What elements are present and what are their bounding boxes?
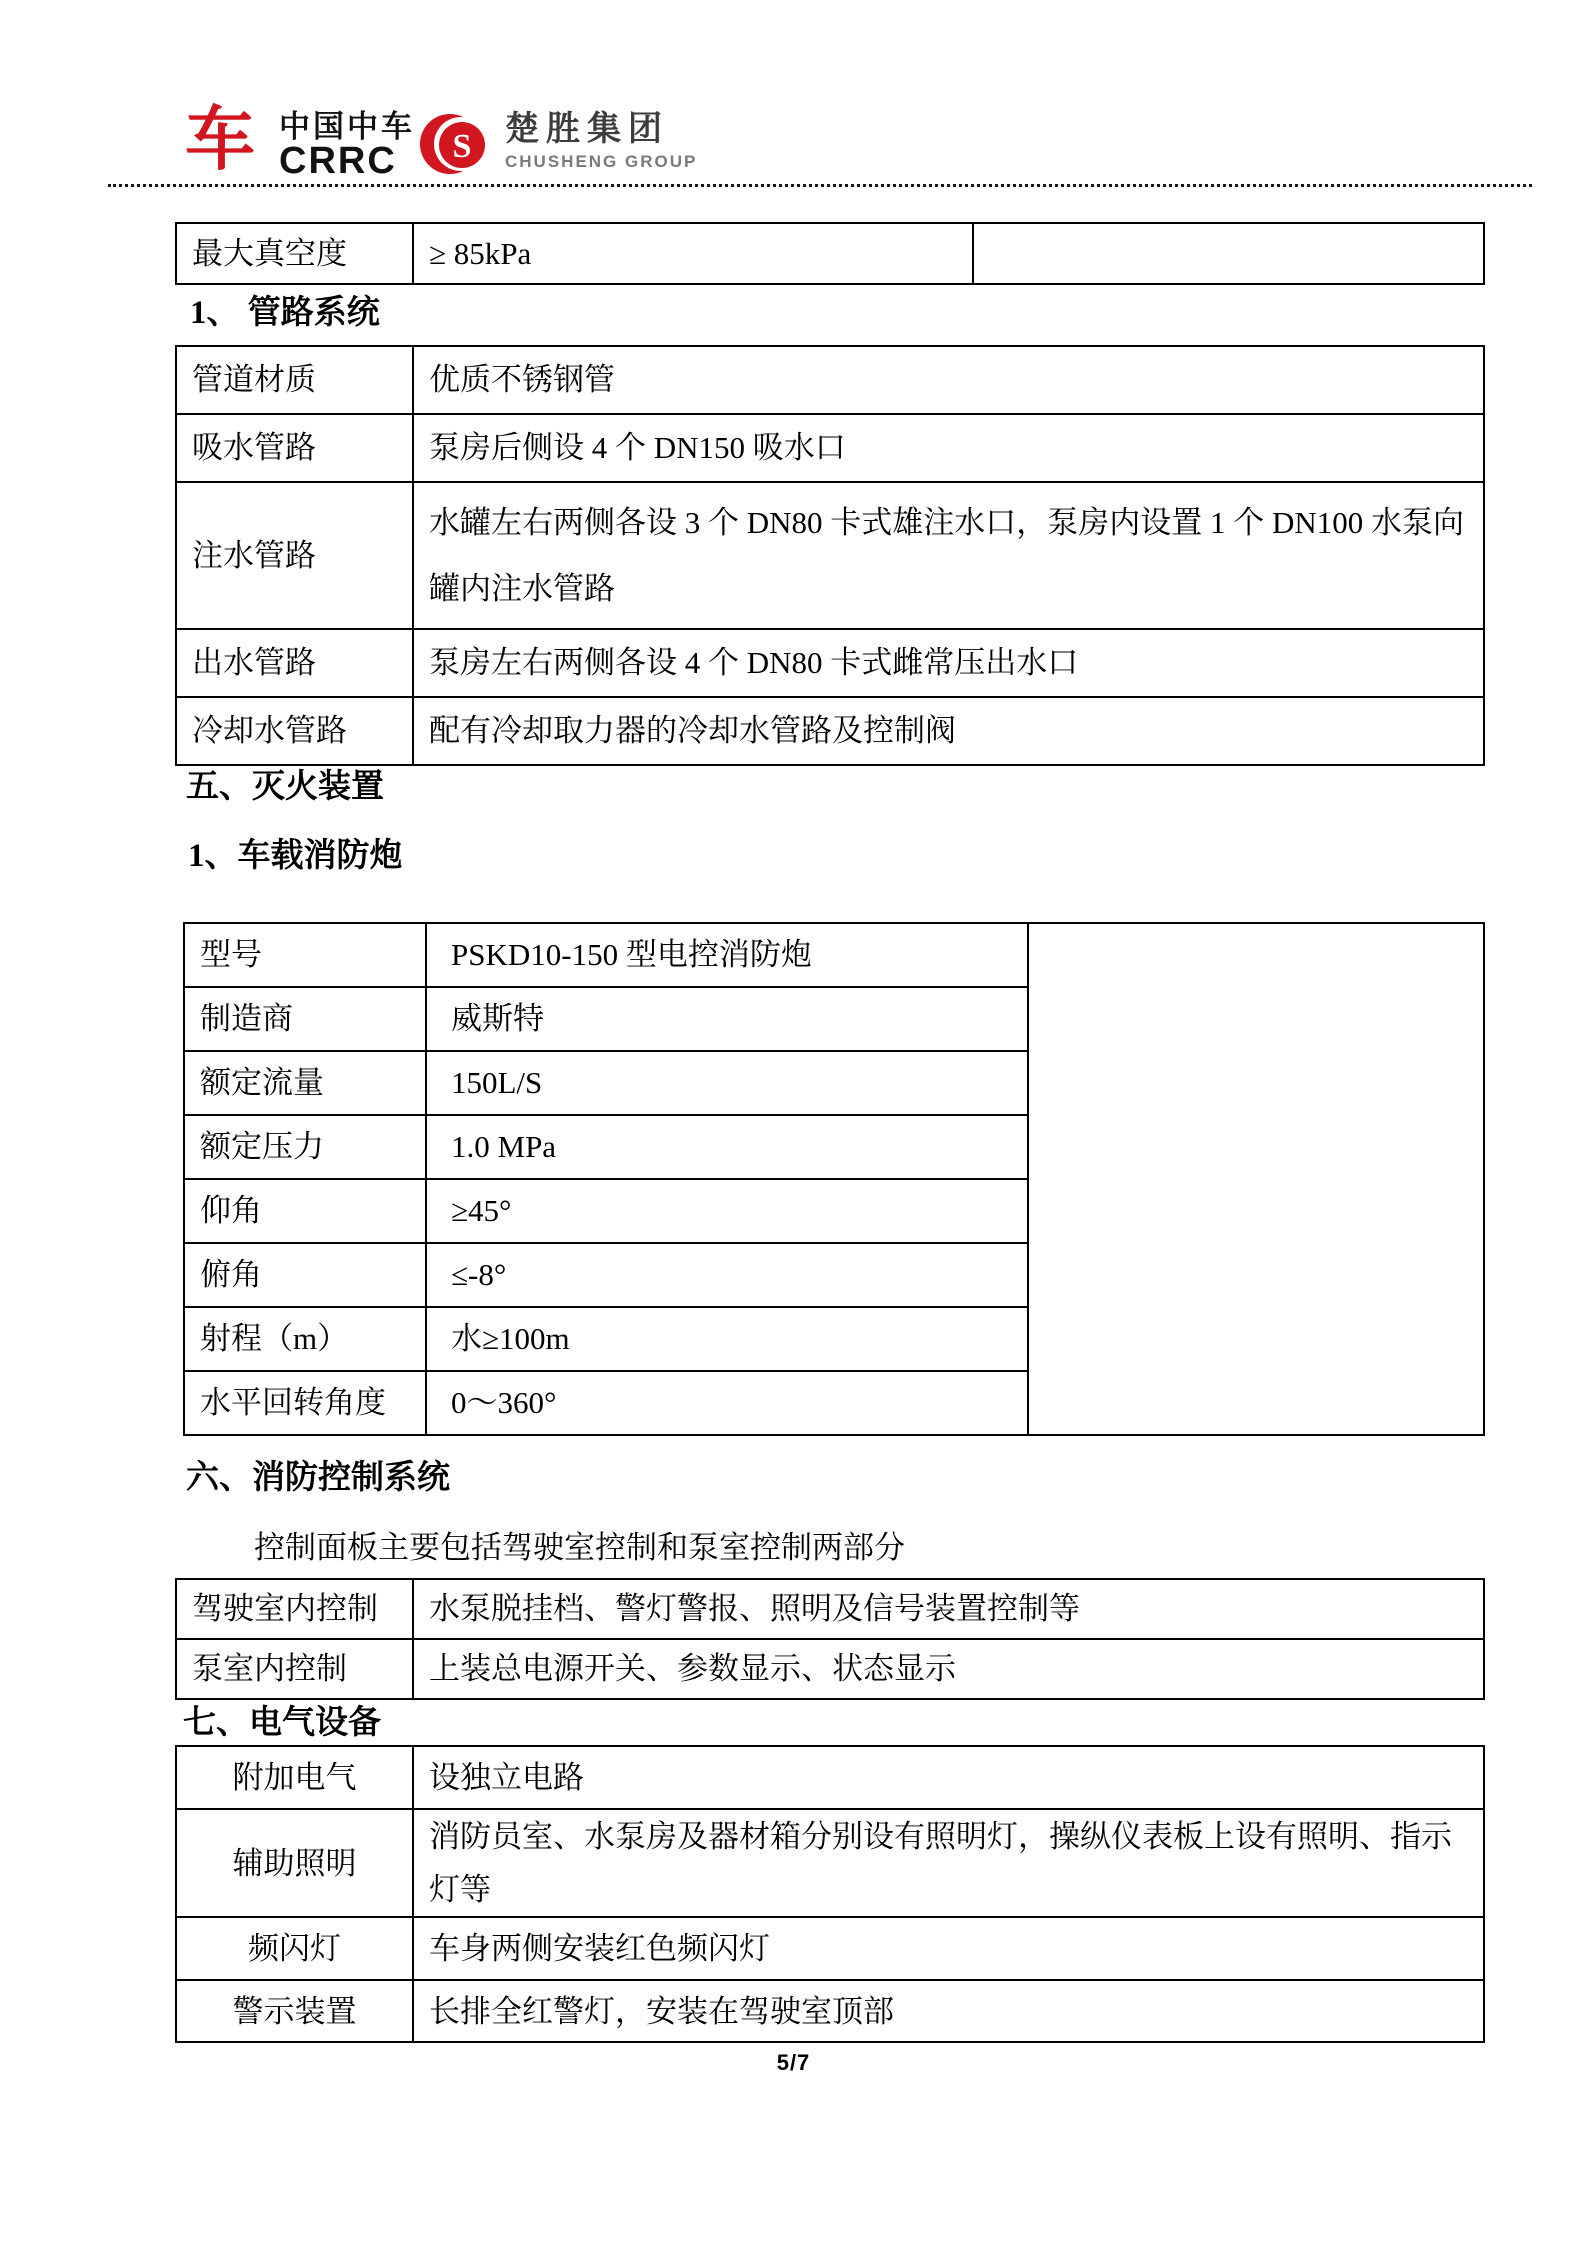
electrical-table [175, 1745, 1485, 2043]
row-value-cell: ≥ 85kPa [413, 223, 973, 284]
row-value-cell: 优质不锈钢管 [413, 346, 1484, 414]
row-value-cell: 上装总电源开关、参数显示、状态显示 [413, 1639, 1484, 1699]
row-label-cell: 吸水管路 [176, 414, 413, 482]
row-value-cell: ≥45° [426, 1179, 1028, 1243]
row-label-cell: 最大真空度 [176, 223, 413, 284]
page-number: 5/7 [776, 2050, 811, 2075]
chusheng-logo-icon [420, 108, 492, 180]
row-value-cell: 0～360° [426, 1371, 1028, 1435]
row-label-cell: 水平回转角度 [184, 1371, 426, 1435]
control-intro-paragraph: 控制面板主要包括驾驶室控制和泵室控制两部分 [254, 1530, 905, 1565]
crrc-logo-mark-icon: 车 [185, 102, 255, 179]
row-value-cell: 水≥100m [426, 1307, 1028, 1371]
row-label-cell: 管道材质 [176, 346, 413, 414]
row-label-cell: 警示装置 [176, 1980, 413, 2042]
row-value-cell: 消防员室、水泵房及器材箱分别设有照明灯，操纵仪表板上设有照明、指示灯等 [413, 1809, 1484, 1917]
table-row [176, 414, 1484, 482]
row-label-cell: 俯角 [184, 1243, 426, 1307]
pipe-system-table [175, 345, 1485, 766]
vacuum-table [175, 222, 1485, 285]
row-label-cell: 出水管路 [176, 629, 413, 697]
row-value-cell: 150L/S [426, 1051, 1028, 1115]
table-row [176, 223, 1484, 284]
table-row [176, 1746, 1484, 1809]
heading-pipe-system: 1、 管路系统 [190, 295, 380, 331]
row-value-cell: ≤-8° [426, 1243, 1028, 1307]
row-label-cell: 仰角 [184, 1179, 426, 1243]
table-row [176, 1809, 1484, 1917]
table-row [176, 1980, 1484, 2042]
row-label-cell: 额定压力 [184, 1115, 426, 1179]
row-label-cell: 注水管路 [176, 482, 413, 629]
row-label-cell: 射程（m） [184, 1307, 426, 1371]
row-value-cell: 泵房后侧设 4 个 DN150 吸水口 [413, 414, 1484, 482]
row-value-cell: 配有冷却取力器的冷却水管路及控制阀 [413, 697, 1484, 765]
table-row [176, 482, 1484, 629]
svg-text:S: S [452, 128, 472, 165]
row-value-cell: 设独立电路 [413, 1746, 1484, 1809]
row-label-cell: 型号 [184, 923, 426, 987]
table-row [176, 1917, 1484, 1980]
row-label-cell: 附加电气 [176, 1746, 413, 1809]
heading-extinguishing: 五、灭火装置 [186, 769, 384, 805]
header-divider [108, 184, 1532, 187]
row-label-cell: 额定流量 [184, 1051, 426, 1115]
crrc-name-cn: 中国中车 [279, 109, 415, 144]
row-label-cell: 泵室内控制 [176, 1639, 413, 1699]
chusheng-name-en: CHUSHENG GROUP [505, 152, 698, 171]
table-row [184, 923, 1484, 987]
row-label-cell: 辅助照明 [176, 1809, 413, 1917]
row-value-cell: 长排全红警灯，安装在驾驶室顶部 [413, 1980, 1484, 2042]
heading-fire-control: 六、消防控制系统 [186, 1460, 450, 1496]
table-row [176, 346, 1484, 414]
table-row [176, 629, 1484, 697]
chusheng-name-cn: 楚胜集团 [505, 111, 669, 148]
row-value-cell: 水泵脱挂档、警灯警报、照明及信号装置控制等 [413, 1579, 1484, 1639]
row-value-cell: 威斯特 [426, 987, 1028, 1051]
chusheng-logo-text [505, 112, 697, 172]
heading-electrical: 七、电气设备 [183, 1705, 381, 1741]
cannon-table [183, 922, 1485, 1436]
row-value-cell: 1.0 MPa [426, 1115, 1028, 1179]
table-row [176, 1579, 1484, 1639]
merged-empty-cell [1028, 923, 1484, 1435]
control-table [175, 1578, 1485, 1700]
row-value-cell: PSKD10-150 型电控消防炮 [426, 923, 1028, 987]
crrc-logo-text [279, 109, 415, 182]
row-label-cell: 制造商 [184, 987, 426, 1051]
table-row [176, 1639, 1484, 1699]
row-value-cell: 泵房左右两侧各设 4 个 DN80 卡式雌常压出水口 [413, 629, 1484, 697]
row-label-cell: 频闪灯 [176, 1917, 413, 1980]
heading-cannon: 1、车载消防炮 [188, 838, 403, 874]
row-label-cell: 冷却水管路 [176, 697, 413, 765]
table-row [176, 697, 1484, 765]
crrc-name-en: CRRC [279, 140, 397, 182]
row-label-cell: 驾驶室内控制 [176, 1579, 413, 1639]
row-value-cell: 车身两侧安装红色频闪灯 [413, 1917, 1484, 1980]
row-extra-cell [973, 223, 1484, 284]
row-value-cell: 水罐左右两侧各设 3 个 DN80 卡式雄注水口，泵房内设置 1 个 DN100 水泵向罐内注水管路 [413, 482, 1484, 629]
